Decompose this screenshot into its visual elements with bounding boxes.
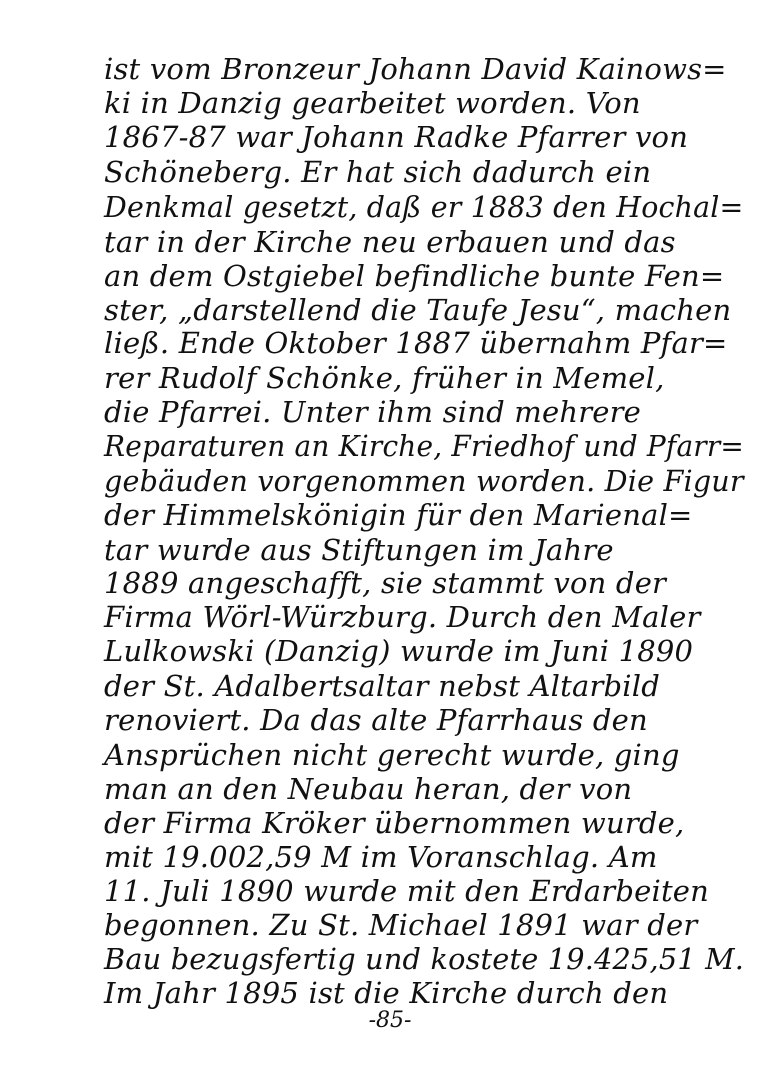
text-line: Schöneberg. Er hat sich dadurch ein	[104, 155, 652, 189]
text-line: 11. Juli 1890 wurde mit den Erdarbeiten	[104, 874, 710, 908]
text-line: 1867-87 war Johann Radke Pfarrer von	[104, 120, 689, 154]
text-line: Reparaturen an Kirche, Friedhof und Pfarr=	[104, 429, 745, 463]
text-line: rer Rudolf Schönke, früher in Memel,	[104, 361, 665, 395]
text-line: tar wurde aus Stiftungen im Jahre	[104, 533, 614, 567]
text-line: Lulkowski (Danzig) wurde im Juni 1890	[104, 634, 694, 668]
text-line: ki in Danzig gearbeitet worden. Von	[104, 86, 641, 120]
text-line: tar in der Kirche neu erbauen und das	[104, 225, 676, 259]
text-line: Bau bezugsfertig und kostete 19.425,51 M.	[104, 942, 745, 976]
text-line: Firma Wörl-Würzburg. Durch den Maler	[104, 600, 701, 634]
text-line: Denkmal gesetzt, daß er 1883 den Hochal=	[104, 190, 744, 224]
text-line: an dem Ostgiebel befindliche bunte Fen=	[104, 259, 725, 293]
page-number: -85-	[368, 1008, 412, 1033]
text-line: der Himmelskönigin für den Marienal=	[104, 498, 693, 532]
text-line: Im Jahr 1895 ist die Kirche durch den	[104, 976, 669, 1010]
text-line: Ansprüchen nicht gerecht wurde, ging	[104, 738, 680, 772]
text-line: man an den Neubau heran, der von	[104, 772, 633, 806]
text-line: der St. Adalbertsaltar nebst Altarbild	[104, 669, 661, 703]
text-line: der Firma Kröker übernommen wurde,	[104, 806, 685, 840]
text-line: renoviert. Da das alte Pfarrhaus den	[104, 703, 648, 737]
text-line: ließ. Ende Oktober 1887 übernahm Pfar=	[104, 326, 728, 360]
text-line: ist vom Bronzeur Johann David Kainows=	[104, 52, 727, 86]
text-line: mit 19.002,59 M im Voranschlag. Am	[104, 840, 658, 874]
text-line: gebäuden vorgenommen worden. Die Figur	[104, 464, 744, 498]
text-line: ster, „darstellend die Taufe Jesu“, machen	[104, 293, 732, 327]
text-line: 1889 angeschafft, sie stammt von der	[104, 566, 667, 600]
text-line: begonnen. Zu St. Michael 1891 war der	[104, 908, 698, 942]
text-line: die Pfarrei. Unter ihm sind mehrere	[104, 395, 642, 429]
